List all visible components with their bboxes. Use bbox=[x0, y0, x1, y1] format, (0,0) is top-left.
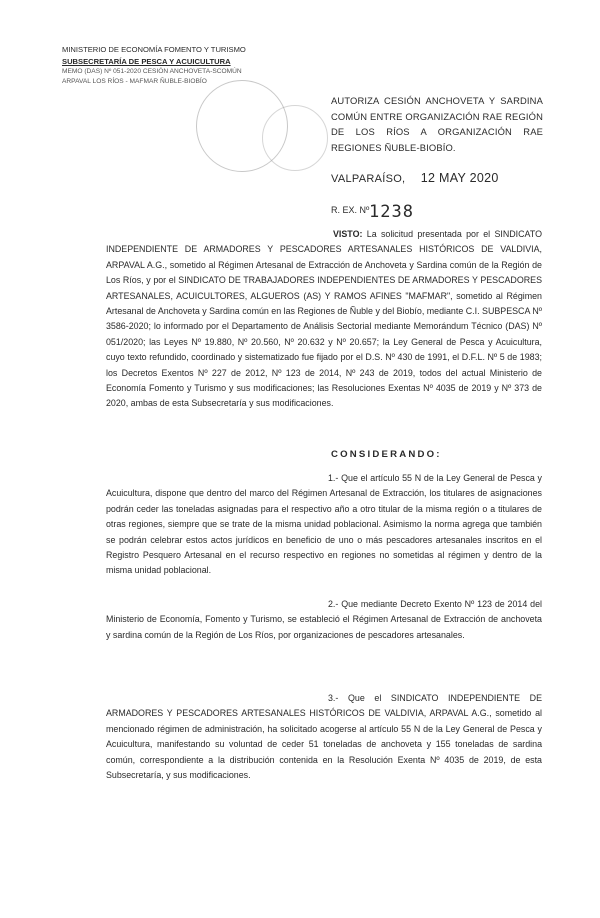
place: VALPARAÍSO, bbox=[331, 173, 406, 185]
visto-section bbox=[106, 227, 542, 412]
paragraph-3-text: 3.- Que el SINDICATO INDEPENDIENTE DE ARMADORES Y PESCADORES ARTESANALES HISTÓRICOS DE VALDIVIA, ARPAVAL A.G., sometido al mencionado régimen de administración, ha solicitado acogerse al artículo 55 N de la Ley General de Pesca y Acuicultura, manifestando su voluntad de ceder 51 toneladas de anchoveta y 155 toneladas de sardina común, correspondiente a la distribución contenida en la Resolución Exenta Nº 4035 de 2019, de esta Subsecretaría, y sus modificaciones. bbox=[106, 693, 542, 781]
paragraph-1 bbox=[106, 471, 542, 579]
place-date bbox=[331, 171, 499, 185]
rex-label: R. EX. Nº bbox=[331, 205, 370, 215]
visto-text: La solicitud presentada por el SINDICATO INDEPENDIENTE DE ARMADORES Y PESCADORES ARTESANALES HISTÓRICOS DE VALDIVIA, ARPAVAL A.G., sometido al Régimen Artesanal de Extracción de Anchoveta y Sardina común de la Región de Los Ríos, y por el SINDICATO DE TRABAJADORES INDEPENDIENTES DE ARMADORES Y PESCADORES ARTESANALES, ACUICULTORES, ALGUEROS (AS) Y RAMOS AFINES "MAFMAR", sometido al Régimen Artesanal de Anchoveta y Sardina común en las Regiones de Ñuble y del Biobío, mediante C.I. SUBPESCA Nº 3586-2020; lo informado por el Departamento de Análisis Sectorial mediante Memorándum Técnico (DAS) Nº 051/2020; las Leyes Nº 19.880, Nº 20.560, Nº 20.632 y Nº 20.657; la Ley General de Pesca y Acuicultura, cuyo texto refundido, coordinado y sistematizado fue fijado por el D.S. Nº 430 de 1991, el D.F.L. Nº 5 de 1983; los Decretos Exentos Nº 227 de 2012, Nº 123 de 2014, Nº 243 de 2019, todos del actual Ministerio de Economía Fomento y Turismo y sus modificaciones; las Resoluciones Exentas Nº 4035 de 2019 y Nº 373 de 2020, ambas de esta Subsecretaría y sus modificaciones. bbox=[106, 229, 542, 409]
memo-reference: MEMO (DAS) Nº 051-2020 CESIÓN ANCHOVETA-SCOMÚN bbox=[62, 68, 242, 75]
memo-reference-2: ARPAVAL LOS RÍOS - MAFMAR ÑUBLE-BIOBÍO bbox=[62, 78, 207, 85]
visto-label: VISTO: bbox=[333, 229, 363, 239]
date: 12 MAY 2020 bbox=[420, 171, 499, 185]
paragraph-1-text: 1.- Que el artículo 55 N de la Ley General de Pesca y Acuicultura, dispone que dentro del marco del Régimen Artesanal de Extracción, los titulares de asignaciones podrán ceder las toneladas asignadas para el respectivo año a otro titular de la misma región o a titulares de otras regiones, siempre que se trate de la misma unidad poblacional. Asimismo la norma agrega que también se podrán celebrar estos actos jurídicos en beneficio de uno o más pescadores artesanales inscritos en el Registro Pesquero Artesanal en el recurso respectivo en regiones no sometidas al régimen y dentro de la misma unidad poblacional. bbox=[106, 473, 542, 576]
paragraph-3 bbox=[106, 691, 542, 783]
paragraph-2-text: 2.- Que mediante Decreto Exento Nº 123 de 2014 del Ministerio de Economía, Fomento y Turismo, se estableció el Régimen Artesanal de Extracción de anchoveta y sardina común de la Región de Los Ríos, por organizaciones de pescadores artesanales. bbox=[106, 599, 542, 640]
rex-number: 1238 bbox=[369, 202, 414, 222]
official-stamp-secondary bbox=[262, 105, 328, 171]
considerando-heading: CONSIDERANDO: bbox=[331, 449, 442, 460]
subsecretaria-name: SUBSECRETARÍA DE PESCA Y ACUICULTURA bbox=[62, 56, 231, 66]
letterhead bbox=[62, 44, 246, 87]
paragraph-2 bbox=[106, 597, 542, 643]
ministry-name: MINISTERIO DE ECONOMÍA FOMENTO Y TURISMO bbox=[62, 45, 246, 54]
resolution-title: AUTORIZA CESIÓN ANCHOVETA Y SARDINA COMÚN ENTRE ORGANIZACIÓN RAE REGIÓN DE LOS RÍOS A ORGANIZACIÓN RAE REGIONES ÑUBLE-BIOBÍO. bbox=[331, 95, 543, 153]
